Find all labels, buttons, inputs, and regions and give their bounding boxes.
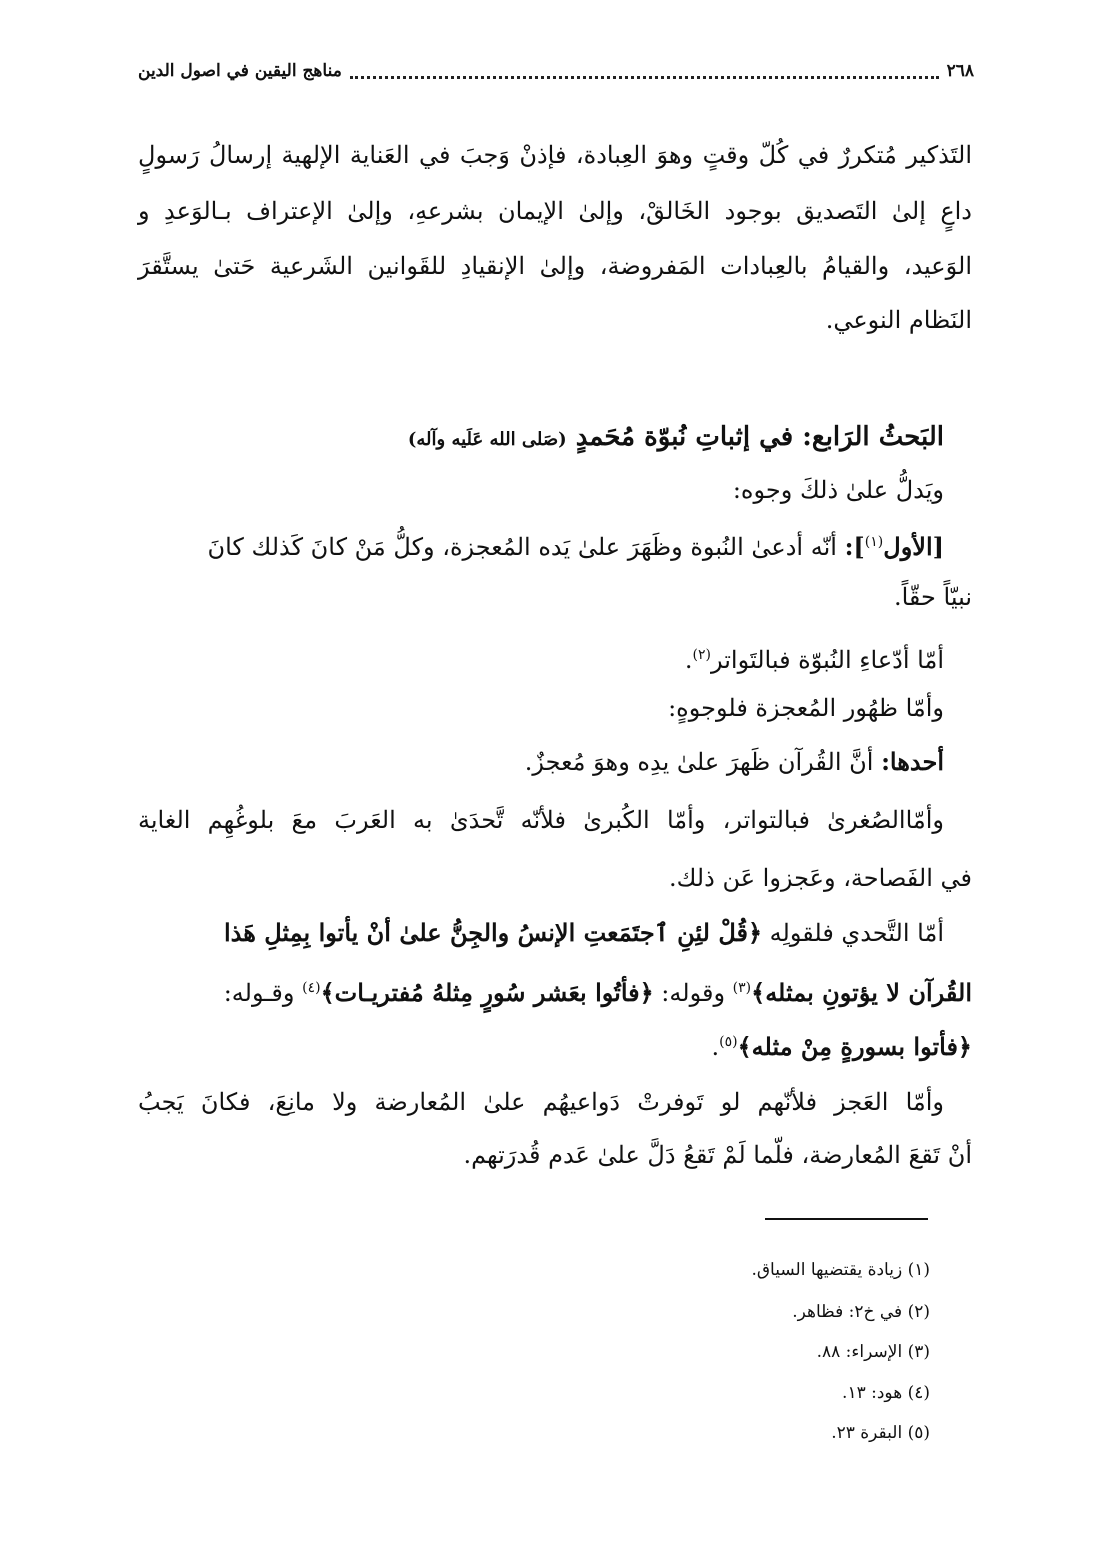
running-header <box>138 56 974 86</box>
footnote: (٢) في خ٢: فظاهر. <box>792 1302 930 1322</box>
body-line <box>138 913 972 953</box>
body-line: الوَعيد، والقيامُ بالعِبادات المَفروضة، وإلىٰ الإنقيادِ للقَوانين الشَرعية حَتىٰ يستَّقرَ <box>138 252 972 280</box>
section-heading <box>138 417 972 460</box>
footnote: (١) زيادة يقتضيها السياق. <box>751 1260 930 1280</box>
footnote-ref[interactable]: (١) <box>864 534 884 550</box>
body-text: أمّا أدّعاءِ النُبوّة فبالتَواتر <box>710 646 944 674</box>
footnote-ref[interactable]: (٣) <box>732 980 752 996</box>
body-line: داعٍ إلىٰ التَصديق بوجود الخَالقْ، وإلىٰ الإيمان بشرعهِ، وإلىٰ الإعتراف بـالوَعدِ و <box>138 197 972 225</box>
footnote-ref[interactable]: (٢) <box>692 647 711 663</box>
body-text: أنّه أدعىٰ النُبوة وظَهَرَ علىٰ يَده المُعجزة، وكلُّ مَنْ كانَ كَذلك كانَ <box>207 533 845 561</box>
punct: . <box>711 1033 720 1061</box>
quran-quote: ﴿فأتوا بسورةٍ مِنْ مثله﴾ <box>737 1032 972 1061</box>
footnote: (٤) هود: ١٣. <box>842 1383 930 1403</box>
body-line: ويَدلُّ علىٰ ذلكَ وجوه: <box>732 476 944 504</box>
heading-salutation: (صَلى الله عَلَيه وآله) <box>407 429 567 450</box>
body-text: وقـوله: <box>223 979 303 1007</box>
label: أحدها: <box>881 747 944 776</box>
body-line <box>138 522 972 567</box>
body-line: وأمّاالصُغرىٰ فبالتواتر، وأمّا الكُبرىٰ فلأنّه تَّحدَىٰ به العَربَ معَ بلوغُهِم الغاية <box>138 806 944 834</box>
quran-quote: القُرآن لا يؤتونِ بمثله﴾ <box>751 978 972 1007</box>
body-line: أنْ تَقعَ المُعارضة، فلّما لَمْ تَقعُ دَلَّ علىٰ عَدم قُدرَتهم. <box>463 1141 972 1169</box>
quran-quote: ﴿قُلْ لئِنِ ٱجتَمَعتِ الإنسُ والجِنُّ علىٰ أنْ يأتوا بِمِثلِ هَذا <box>223 918 763 947</box>
body-line <box>138 742 972 782</box>
first-label: [الأول <box>883 532 944 561</box>
body-line: وأمّا ظهُور المُعجزة فلوجوهٍ: <box>668 694 944 722</box>
punct: . <box>684 646 693 674</box>
body-line: وأمّا العَجز فلأنّهم لو تَوفرتْ دَواعيهُم علىٰ المُعارضة ولا مانِعَ، فكانَ يَجبُ <box>138 1088 944 1116</box>
body-text: أنَّ القُرآن ظَهرَ علىٰ يدِه وهوَ مُعجزٌ. <box>524 748 882 776</box>
book-title: مناهج اليقين في اصول الدين <box>138 61 342 81</box>
heading-text: البَحثُ الرَابع: في إثباتِ نُبوّة مُحَمدٍ <box>575 422 944 452</box>
body-line: النَظام النوعي. <box>825 306 972 334</box>
body-line: التَذكير مُتكررٌ في كُلّ وقتٍ وهوَ العِبادة، فإذنْ وَجبَ في العَناية الإلهية إرسالُ رَسولٍ <box>138 141 973 169</box>
body-line <box>138 968 972 1013</box>
body-line: نبيّاً حقّاً. <box>893 583 972 611</box>
footnote-ref[interactable]: (٤) <box>302 980 321 996</box>
body-line: في الفَصاحة، وعَجزوا عَن ذلك. <box>668 864 972 892</box>
body-text: وقوله: <box>653 979 733 1007</box>
page-number: ٢٦٨ <box>946 61 974 81</box>
footnote-separator <box>765 1218 928 1220</box>
quran-quote: ﴿فأتُوا بعَشر سُورٍ مِثلهُ مُفتريـات﴾ <box>320 978 654 1007</box>
body-text: أمّا التَّحدي فلقولِه <box>762 919 944 947</box>
header-dot-leader <box>350 64 939 79</box>
footnote-ref[interactable]: (٥) <box>719 1034 738 1050</box>
body-line <box>138 1022 972 1067</box>
footnote: (٥) البقرة ٢٣. <box>831 1423 930 1443</box>
footnote: (٣) الإسراء: ٨٨. <box>816 1342 930 1362</box>
body-line <box>138 635 972 680</box>
bracket: ]: <box>844 532 865 561</box>
